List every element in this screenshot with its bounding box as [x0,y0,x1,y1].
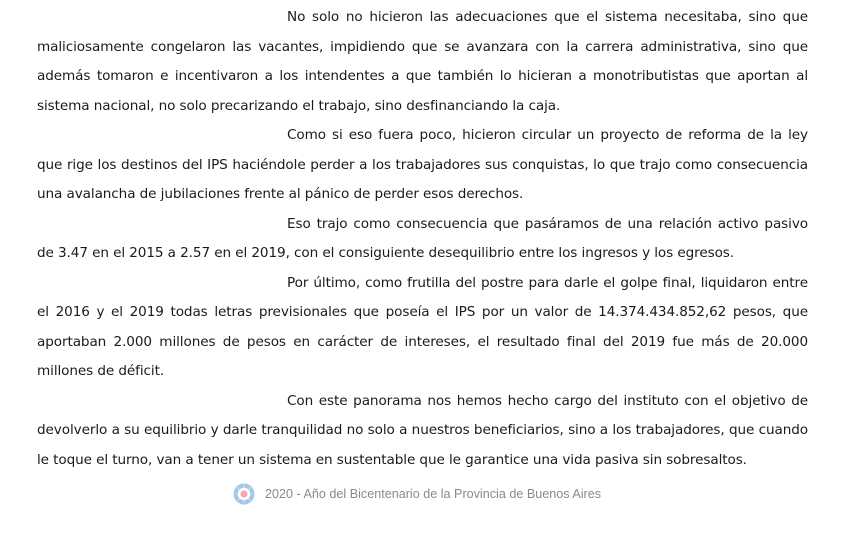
footer-text: 2020 - Año del Bicentenario de la Provincia de Buenos Aires [265,487,602,501]
paragraph-5: Con este panorama nos hemos hecho cargo del instituto con el objetivo de devolverlo a su equilibrio y darle tranquilidad no solo a nuestros beneficiarios, sino a los trabajadores, que cuando le toque el turno, van a tener un sistema en sustentable que le garantice una vida pasiva sin sobresaltos. [37,392,808,468]
paragraph-2: Como si eso fuera poco, hicieron circular un proyecto de reforma de la ley que rige los destinos del IPS haciéndole perder a los trabajadores sus conquistas, lo que trajo como consecuencia una avalancha de jubilaciones frente al pánico de perder esos derechos. [37,127,808,202]
provincial-seal-icon [233,483,255,505]
seal-center [240,490,247,497]
paragraph-1: No solo no hicieron las adecuaciones que el sistema necesitaba, sino que maliciosamente congelaron las vacantes, impidiendo que se avanzara con la carrera administrativa, sino que además tomaron e incentivaron a los intendentes a que también lo hicieran a monotributistas que aportan al sistema nacional, no solo precarizando el trabajo, sino desfinanciando la caja. [37,9,808,114]
document-body [37,3,808,475]
page-footer [233,481,601,507]
paragraph-3: Eso trajo como consecuencia que pasáramos de una relación activo pasivo de 3.47 en el 2015 a 2.57 en el 2019, con el consiguiente desequilibrio entre los ingresos y los egresos. [37,215,808,261]
paragraph-4: Por último, como frutilla del postre para darle el golpe final, liquidaron entre el 2016 y el 2019 todas letras previsionales que poseía el IPS por un valor de 14.374.434.852,62 pesos, que aportaban 2.000 millones de pesos en carácter de intereses, el resultado final del 2019 fue más de 20.000 millones de déficit. [37,274,808,379]
